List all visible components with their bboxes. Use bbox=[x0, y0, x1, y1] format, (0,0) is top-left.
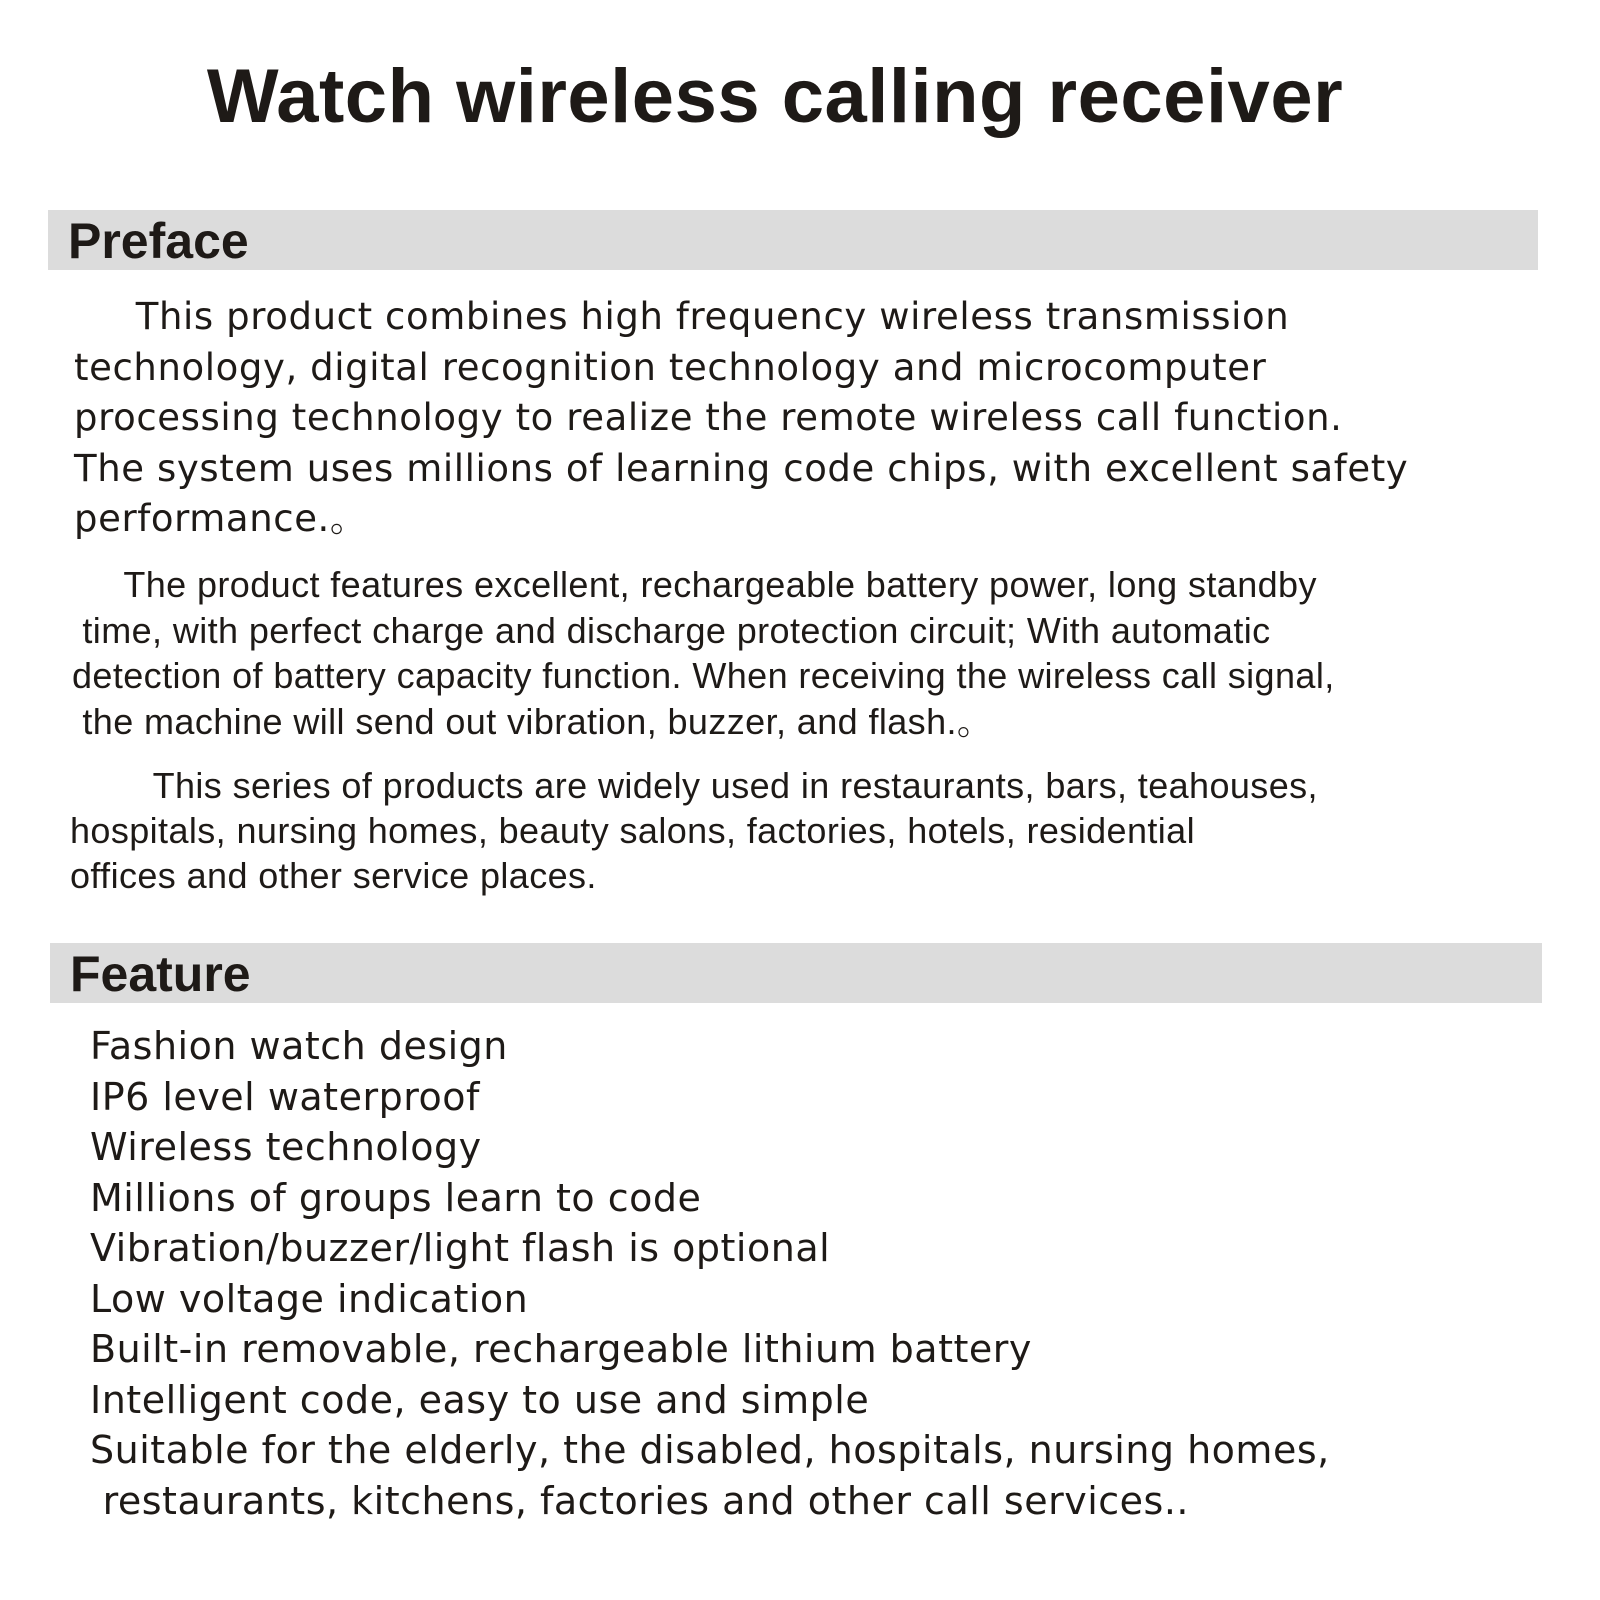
list-item: Suitable for the elderly, the disabled, hospitals, nursing homes, restaurants, kitchens, factories and other call services.. bbox=[90, 1428, 1330, 1523]
preface-paragraph-3: This series of products are widely used in restaurants, bars, teahouses, hospitals, nursing homes, beauty salons, factories, hotels, residential offices and other service places. bbox=[70, 765, 1318, 896]
feature-heading: Feature bbox=[70, 946, 251, 1002]
preface-paragraph-1: This product combines high frequency wireless transmission technology, digital recognition technology and microcomputer processing technology to realize the remote wireless call function. The system uses millions of learning code chips, with excellent safety performance.。 bbox=[74, 295, 1409, 540]
list-item: Built-in removable, rechargeable lithium battery bbox=[90, 1327, 1032, 1371]
list-item: Low voltage indication bbox=[90, 1276, 529, 1321]
list-item: Vibration/buzzer/light flash is optional bbox=[90, 1226, 831, 1270]
list-item: Intelligent code, easy to use and simple bbox=[90, 1377, 870, 1422]
list-item: Wireless technology bbox=[90, 1125, 482, 1169]
list-item: IP6 level waterproof bbox=[90, 1074, 480, 1119]
list-item: Fashion watch design bbox=[90, 1024, 508, 1068]
preface-paragraph-2: The product features excellent, rechargeable battery power, long standby time, with perfect charge and discharge protection circuit; With automatic detection of battery capacity function. When receiving the wireless call signal, the machine will send out vibration, buzzer, and flash.。 bbox=[72, 564, 1335, 742]
list-item: Millions of groups learn to code bbox=[90, 1175, 702, 1220]
feature-list bbox=[90, 1021, 1330, 1526]
preface-heading: Preface bbox=[68, 213, 249, 269]
feature-section-header bbox=[50, 943, 1542, 1003]
preface-section-header bbox=[48, 210, 1538, 270]
page-title: Watch wireless calling receiver bbox=[206, 54, 1344, 139]
